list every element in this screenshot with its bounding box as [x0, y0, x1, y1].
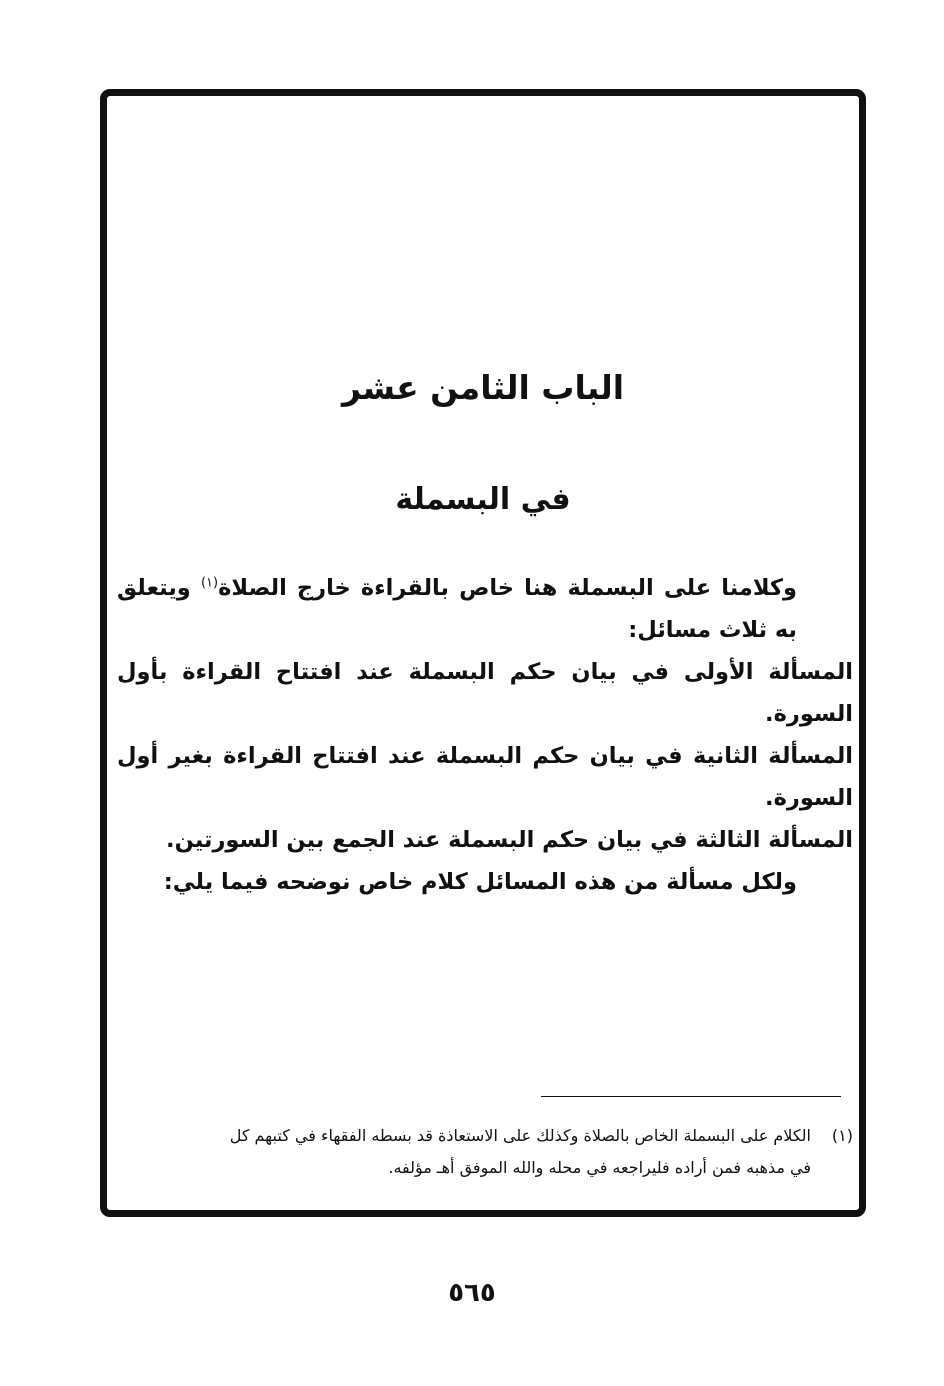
- chapter-subtitle: في البسملة: [395, 482, 571, 517]
- footnote-line-2: في مذهبه فمن أراده فليراجعه في محله والله الموفق أهـ مؤلفه.: [388, 1158, 811, 1177]
- footnote: [117, 1120, 853, 1184]
- issue-1: المسألة الأولى في بيان حكم البسملة عند افتتاح القراءة بأول السورة.: [117, 659, 853, 727]
- page-number: ٥٦٥: [448, 1278, 496, 1308]
- intro-text-part2: ويتعلق به ثلاث مسائل:: [117, 575, 797, 643]
- body-text: [117, 567, 853, 903]
- page-border-frame: [100, 89, 866, 1217]
- footnote-line-1: [117, 1120, 853, 1152]
- footnote-marker: (١): [831, 1126, 853, 1145]
- intro-paragraph: [117, 567, 853, 651]
- closing-paragraph: ولكل مسألة من هذه المسائل كلام خاص نوضحه فيما يلي:: [163, 869, 797, 895]
- chapter-title: الباب الثامن عشر: [341, 368, 625, 407]
- footnote-divider: [541, 1096, 841, 1097]
- footnote-line-1-text: الكلام على البسملة الخاص بالصلاة وكذلك على الاستعاذة قد بسطه الفقهاء في كتبهم كل: [229, 1126, 811, 1145]
- issue-2: المسألة الثانية في بيان حكم البسملة عند افتتاح القراءة بغير أول السورة.: [117, 743, 853, 811]
- intro-text-part1: وكلامنا على البسملة هنا خاص بالقراءة خارج الصلاة: [218, 575, 797, 601]
- issue-3: المسألة الثالثة في بيان حكم البسملة عند الجمع بين السورتين.: [166, 827, 853, 853]
- footnote-reference[interactable]: (١): [200, 575, 219, 591]
